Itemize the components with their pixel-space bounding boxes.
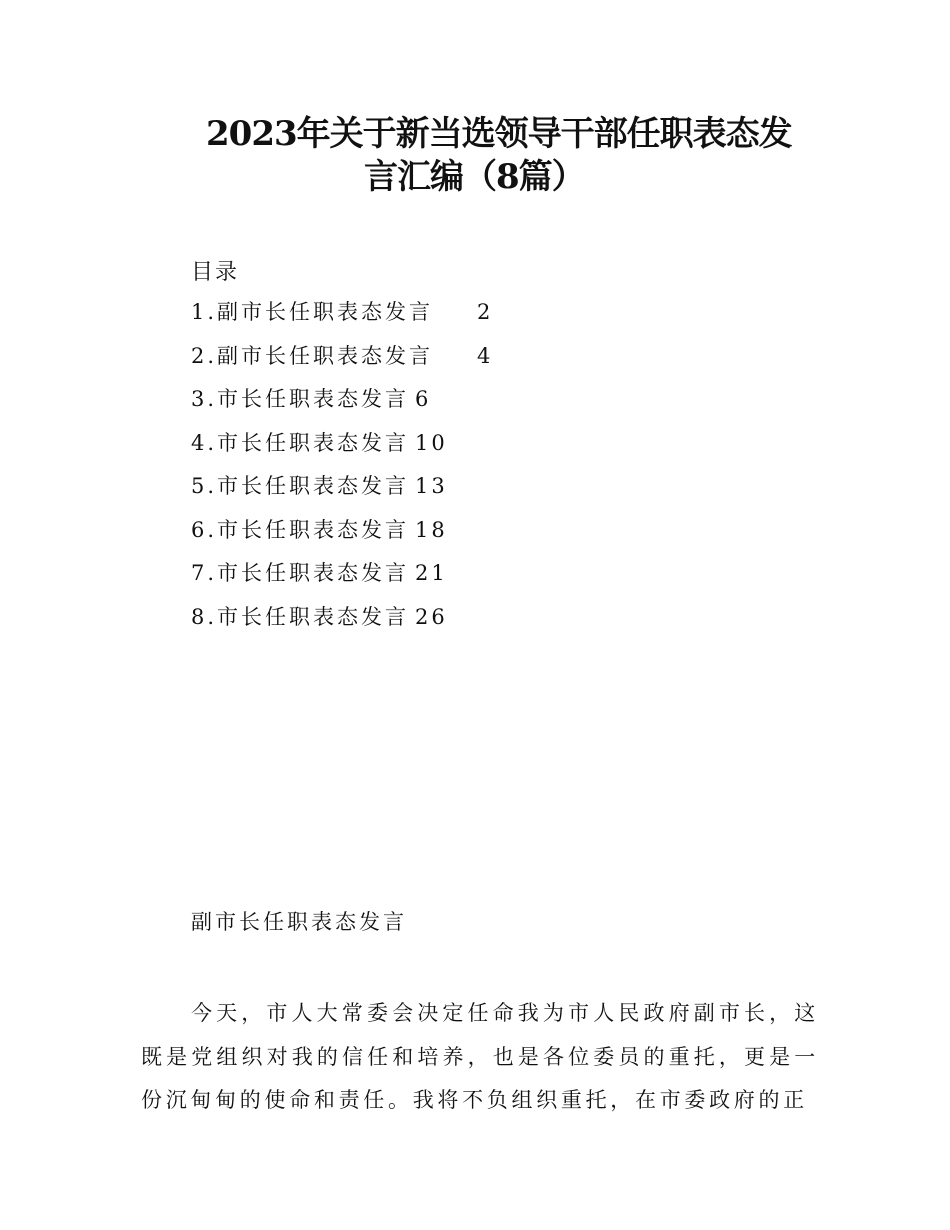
table-of-contents xyxy=(191,298,494,646)
toc-item-page: 10 xyxy=(415,430,448,455)
toc-item[interactable] xyxy=(191,429,448,473)
toc-item-label: 7.市长任职表态发言 xyxy=(191,561,410,585)
toc-item[interactable] xyxy=(191,385,448,429)
toc-item-label: 3.市长任职表态发言 xyxy=(191,387,410,411)
toc-item[interactable] xyxy=(191,472,448,516)
toc-item-page: 6 xyxy=(415,387,432,411)
toc-item-label: 8.市长任职表态发言 xyxy=(191,604,410,629)
toc-item[interactable] xyxy=(191,298,494,342)
toc-item-label: 1.副市长任职表态发言 xyxy=(191,300,434,324)
toc-item-page: 26 xyxy=(415,604,448,629)
toc-item-label: 6.市长任职表态发言 xyxy=(191,517,410,542)
toc-item-label: 5.市长任职表态发言 xyxy=(191,474,410,498)
body-paragraph: 今天，市人大常委会决定任命我为市人民政府副市长，这既是党组织对我的信任和培养，也是各位委员的重托，更是一份沉甸甸的使命和责任。我将不负组织重托，在市委政府的正 xyxy=(141,1001,819,1112)
toc-item-label: 2.副市长任职表态发言 xyxy=(191,343,434,368)
toc-item[interactable] xyxy=(191,559,448,603)
document-title-line-1: 2023年关于新当选领导干部任职表态发 xyxy=(206,114,792,154)
document-title-line-2: 言汇编（8篇） xyxy=(364,157,585,197)
section-heading: 副市长任职表态发言 xyxy=(191,910,407,934)
toc-item-label: 4.市长任职表态发言 xyxy=(191,430,410,455)
toc-heading: 目录 xyxy=(191,260,240,285)
toc-item-page: 2 xyxy=(477,300,494,324)
toc-item-page: 21 xyxy=(415,561,448,585)
toc-item[interactable] xyxy=(191,342,494,386)
toc-item[interactable] xyxy=(191,516,448,560)
toc-item-page: 4 xyxy=(477,343,494,368)
toc-item-page: 18 xyxy=(415,517,448,542)
toc-item[interactable] xyxy=(191,603,448,647)
toc-item-page: 13 xyxy=(415,474,448,498)
